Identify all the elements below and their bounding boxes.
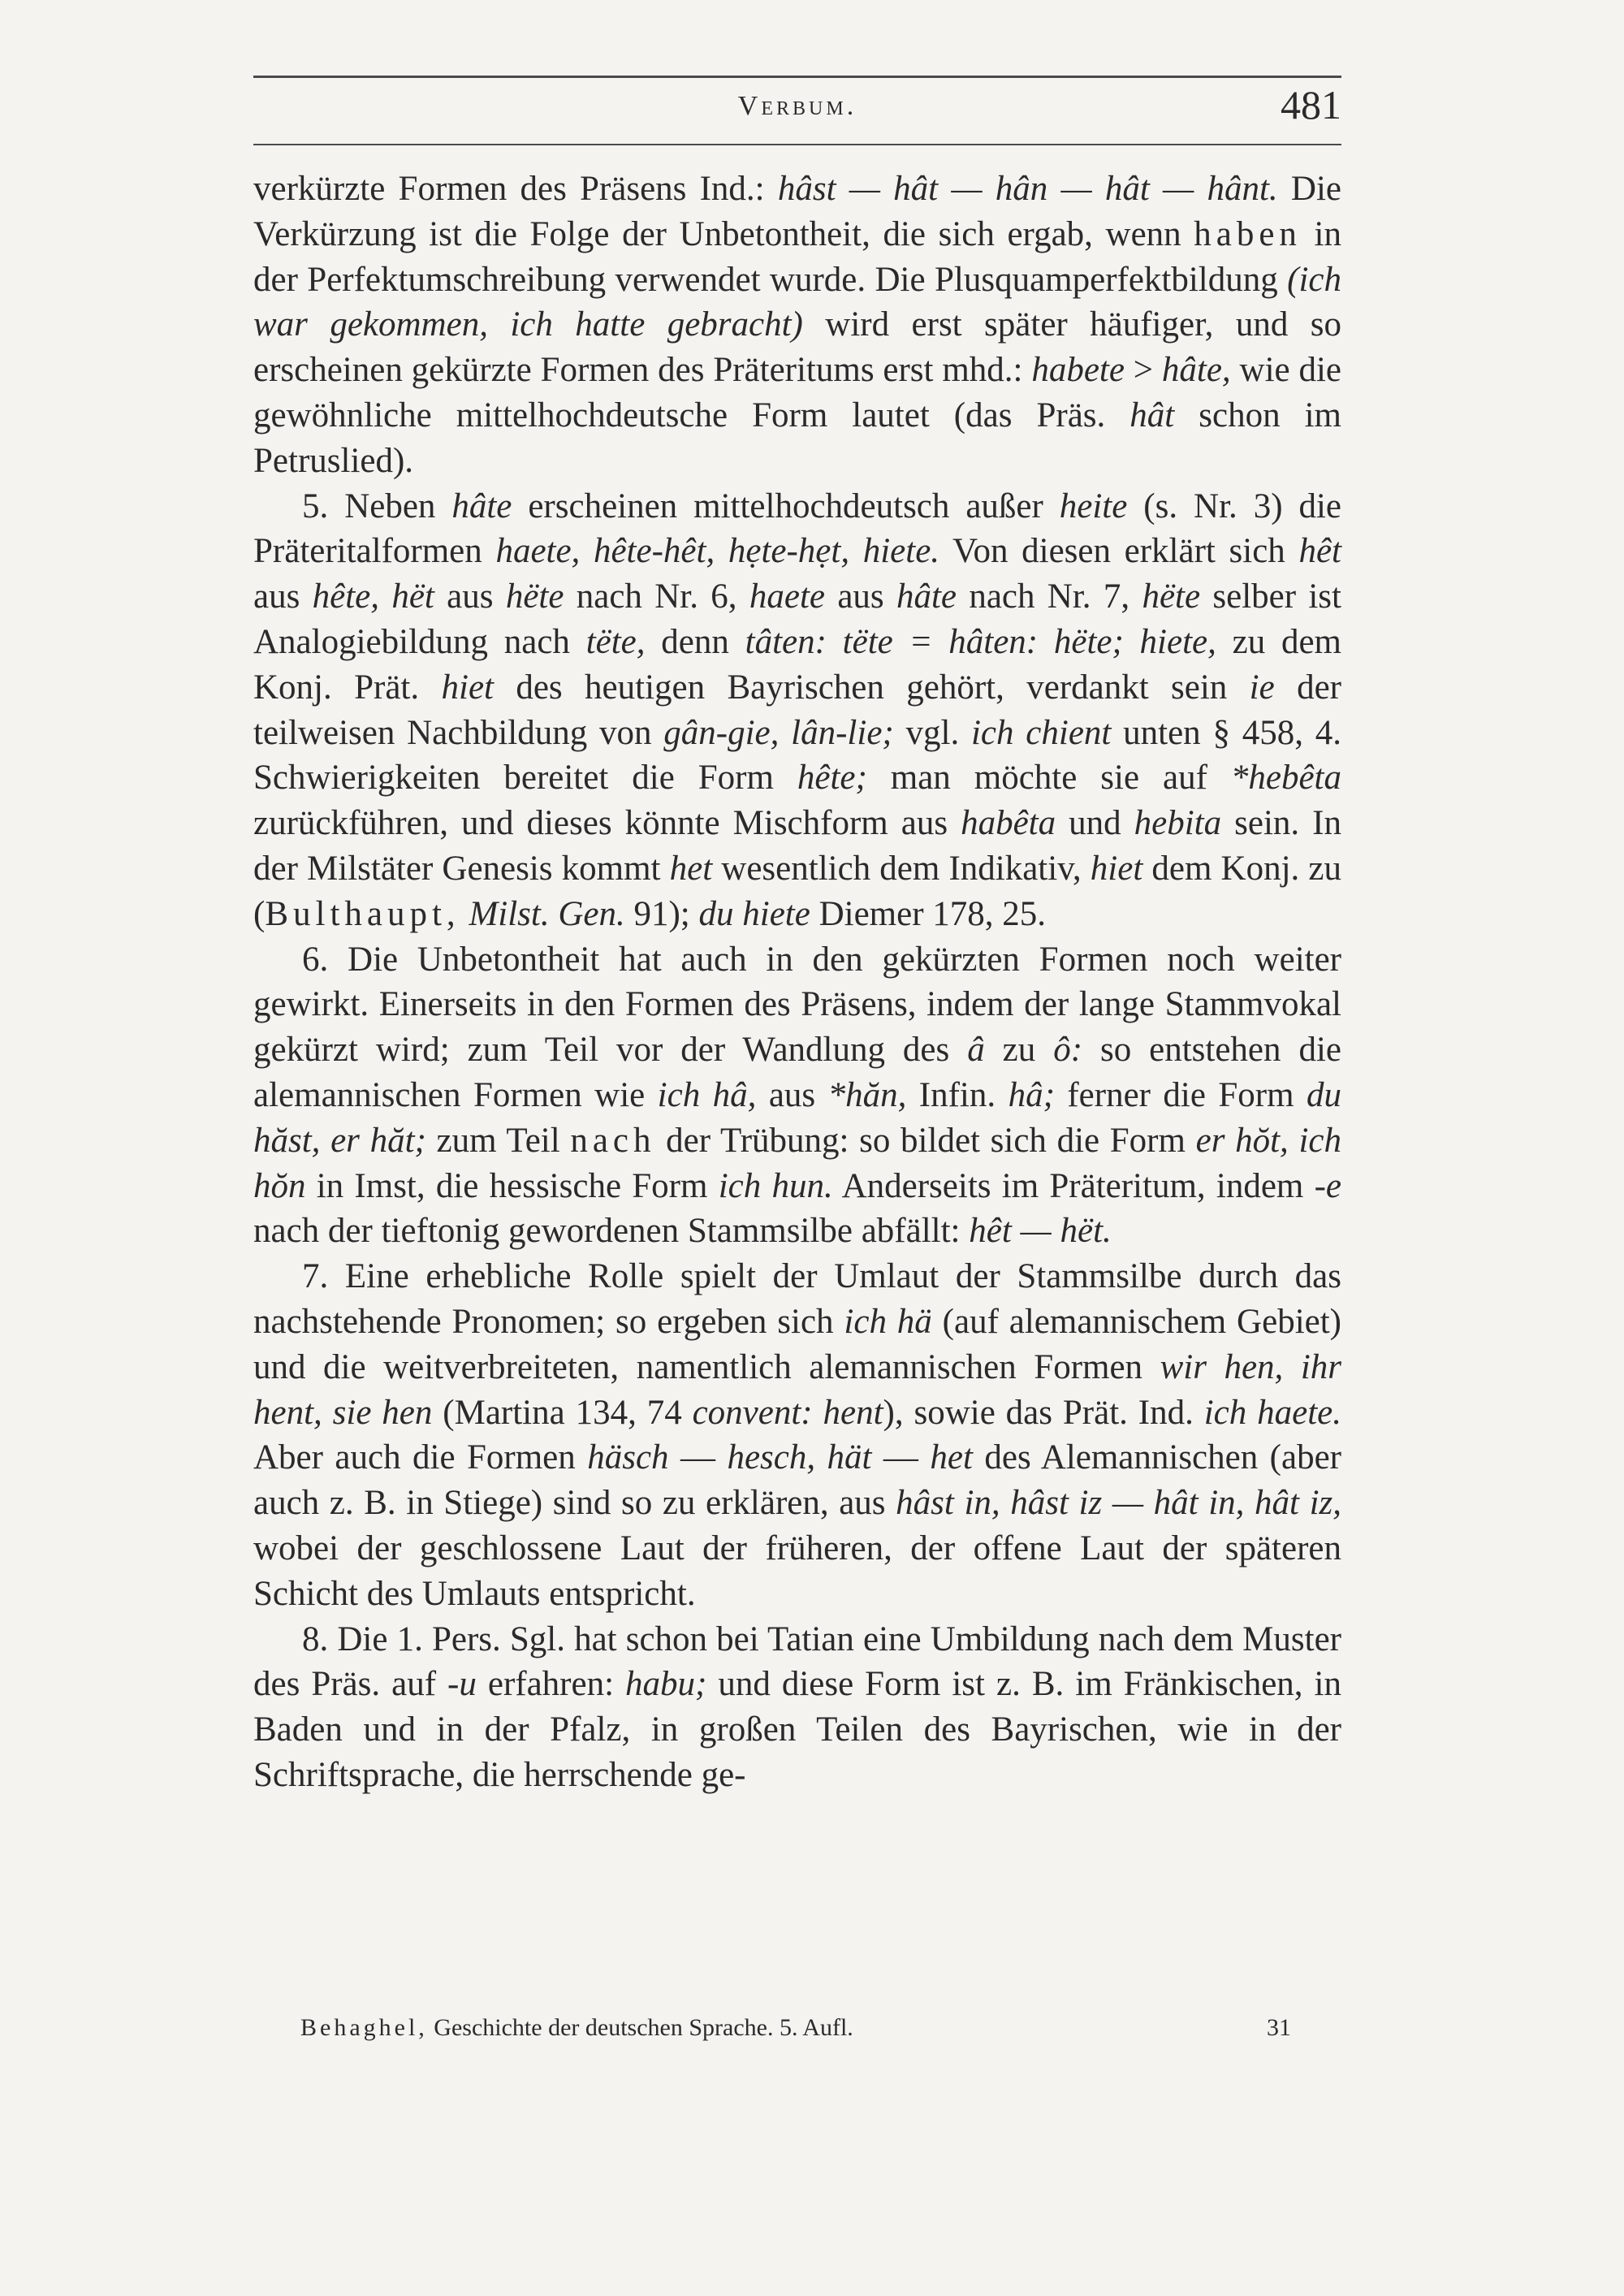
text-run: aus — [825, 577, 896, 616]
text-run: in der Perfektumschreibung verwendet wurde. Die Plusquamperfektbildung — [253, 214, 1341, 299]
text-run: zurückführen, und dieses könnte Mischform aus — [253, 804, 961, 843]
body-text — [253, 166, 1341, 1798]
italic-term: ich haete. — [1203, 1393, 1341, 1432]
text-run: unten § 458, 4. Schwierigkeiten bereitet die Form — [253, 713, 1341, 798]
text-run: dem Konj. zu ( — [253, 849, 1341, 933]
italic-term: gân-gie, lân-lie; — [663, 713, 894, 752]
text-run: — — [871, 1438, 931, 1477]
text-run: ), sowie das Prät. Ind. — [883, 1393, 1204, 1432]
italic-term: ô: — [1053, 1031, 1083, 1070]
italic-term: hâst in, hâst iz — hât in, hât iz, — [896, 1484, 1341, 1523]
text-run: wie die gewöhnliche mittelhochdeutsche Form lautet (das Präs. — [253, 351, 1341, 435]
italic-term: hât — [1129, 396, 1175, 435]
text-run: Aber auch die Formen — [253, 1438, 588, 1477]
italic-term: hesch, hät — [727, 1438, 872, 1477]
italic-term: -e — [1314, 1166, 1341, 1205]
italic-term: hêt — hët. — [969, 1212, 1112, 1251]
italic-term: heite — [1059, 486, 1128, 525]
italic-term: häsch — [587, 1438, 669, 1477]
text-run: > — [1124, 351, 1162, 390]
italic-term: tëte, — [585, 622, 646, 661]
text-run: Die Verkürzung ist die Folge der Unbetontheit, die sich ergab, wenn — [253, 170, 1341, 253]
text-run: Von diesen erklärt sich — [939, 532, 1299, 571]
text-run: denn — [645, 622, 745, 661]
italic-term: hâte — [451, 486, 512, 525]
text-run: erscheinen mittelhochdeutsch außer — [512, 486, 1060, 525]
text-run: zum Teil — [425, 1121, 571, 1160]
header-bottom-rule — [253, 144, 1341, 145]
footer-author: Behaghel, — [300, 2014, 428, 2041]
text-run: 91); — [624, 894, 699, 933]
text-run: Infin. — [906, 1075, 1009, 1114]
text-run: nach Nr. 6, — [564, 577, 749, 616]
text-run: und diese Form ist z. B. im Fränkischen, in Baden und in der Pfalz, in großen Teilen des Bayrischen, wie in der Schriftsprache, die herrschende ge- — [253, 1665, 1342, 1794]
text-run: erfahren: — [476, 1665, 626, 1704]
italic-term: wir hen, ihr hent, sie hen — [253, 1347, 1341, 1432]
text-run: nach — [570, 1121, 656, 1160]
text-run: nach Nr. 7, — [957, 577, 1142, 616]
italic-term: hêt — [1298, 532, 1341, 571]
italic-term: ie — [1249, 668, 1275, 707]
italic-term: â — [967, 1031, 985, 1070]
italic-term: er hŏt, ich hŏn — [253, 1121, 1341, 1205]
italic-term: -u — [447, 1665, 477, 1704]
text-run: 8. Die 1. Pers. Sgl. hat schon bei Tatian eine Umbildung nach dem Muster des Präs. auf — [253, 1619, 1341, 1704]
italic-term: hâ; — [1008, 1075, 1055, 1114]
text-run: in Imst, die hessische Form — [305, 1166, 719, 1205]
paragraph-6 — [253, 937, 1341, 1255]
paragraph-5 — [253, 484, 1341, 937]
italic-term: (ich war gekommen, ich hatte gebracht) — [253, 260, 1341, 344]
italic-term: du hiete — [698, 894, 810, 933]
paragraph-8 — [253, 1617, 1341, 1798]
italic-term: hâst — hât — hân — hât — hânt. — [777, 170, 1278, 208]
running-title: Verbum. — [737, 91, 857, 121]
italic-term: habêta — [961, 804, 1056, 843]
italic-term: hëte — [505, 577, 564, 616]
text-run: Bulthaupt, — [265, 894, 460, 933]
text-run: Diemer 178, 25. — [810, 894, 1047, 933]
text-run: — — [668, 1438, 728, 1477]
italic-term: *hebêta — [1230, 759, 1341, 798]
italic-term: tâten: tëte = hâten: hëte; hiete, — [745, 622, 1216, 661]
text-run: (Martina 134, 74 — [432, 1393, 693, 1432]
text-run: 5. Neben — [302, 486, 452, 525]
header-top-rule — [253, 76, 1341, 78]
text-run: wird erst später häufiger, und so erscheinen gekürzte Formen des Präteritums erst mhd.: — [253, 305, 1341, 390]
italic-term: habete — [1031, 351, 1125, 390]
italic-term: het — [930, 1438, 973, 1477]
italic-term: hëte — [1142, 577, 1201, 616]
text-run: so entstehen die alemannischen Formen wie — [253, 1031, 1341, 1114]
italic-term: hebita — [1134, 804, 1222, 843]
text-run: der Trübung: so bildet sich die Form — [655, 1121, 1196, 1160]
text-run: 7. Eine erhebliche Rolle spielt der Umlaut der Stammsilbe durch das nachstehende Pronomen; so ergeben sich — [253, 1257, 1341, 1341]
text-run: der teilweisen Nachbildung von — [253, 668, 1341, 752]
text-run: und — [1056, 804, 1134, 843]
paragraph-7 — [253, 1254, 1341, 1616]
italic-term: Milst. Gen. — [469, 894, 625, 933]
text-run: nach der tieftonig gewordenen Stammsilbe abfällt: — [253, 1212, 970, 1251]
footer-citation — [300, 2014, 853, 2042]
text-run: (s. Nr. 3) die Präteritalformen — [253, 486, 1342, 571]
italic-term: hête; — [797, 759, 867, 798]
footer-signature-line — [300, 2014, 1291, 2042]
italic-term: hête, hët — [312, 577, 434, 616]
text-run: des Alemannischen (aber auch z. B. in Stiege) sind so zu erklären, aus — [253, 1438, 1341, 1523]
text-run: man möchte sie auf — [866, 759, 1231, 798]
italic-term: du hăst, er hăt; — [253, 1075, 1341, 1160]
footer-title: Geschichte der deutschen Sprache. 5. Aufl. — [434, 2014, 853, 2041]
text-run: verkürzte Formen des Präsens Ind.: — [253, 170, 778, 208]
text-run: 6. Die Unbetontheit hat auch in den gekürzten Formen noch weiter gewirkt. Einerseits in den Formen des Präsens, indem der lange Stammvokal gekürzt wird; zum Teil vor der Wandlung des — [253, 940, 1341, 1070]
italic-term: convent: hent — [692, 1393, 883, 1432]
italic-term: ich chient — [970, 713, 1112, 752]
text-run: haben — [1194, 214, 1302, 253]
sheet-signature: 31 — [1267, 2014, 1291, 2041]
text-run: wobei der geschlossene Laut der früheren, der offene Laut der späteren Schicht des Umlauts entspricht. — [253, 1529, 1341, 1613]
text-run: schon im Petruslied). — [253, 396, 1341, 480]
page-number: 481 — [1281, 82, 1341, 128]
italic-term: hâte — [896, 577, 957, 616]
italic-term: habu; — [625, 1665, 707, 1704]
text-run: sein. In der Milstäter Genesis kommt — [253, 804, 1341, 888]
italic-term: ich hä — [844, 1302, 932, 1341]
italic-term: *hăn, — [827, 1075, 907, 1114]
text-run: aus — [434, 577, 506, 616]
italic-term: haete — [749, 577, 825, 616]
text-run — [460, 895, 469, 933]
text-run: aus — [756, 1075, 828, 1114]
text-run: aus — [253, 577, 313, 616]
text-run: Anderseits im Präteritum, indem — [832, 1166, 1315, 1205]
text-run: wesentlich dem Indikativ, — [712, 849, 1091, 888]
text-run: vgl. — [893, 713, 971, 752]
italic-term: hâte, — [1161, 351, 1231, 390]
italic-term: het — [669, 849, 713, 888]
italic-term: ich hun. — [718, 1166, 833, 1205]
paragraph-continued — [253, 166, 1341, 484]
text-run: (auf alemannischem Gebiet) und die weitverbreiteten, namentlich alemannischen Formen — [253, 1302, 1341, 1386]
text-run: ferner die Form — [1054, 1075, 1307, 1114]
text-run: zu — [984, 1031, 1054, 1070]
italic-term: haete, hête-hêt, hẹte-hẹt, hiete. — [495, 532, 940, 571]
italic-term: ich hâ, — [657, 1075, 757, 1114]
text-run: selber ist Analogiebildung nach — [253, 577, 1341, 661]
italic-term: hiet — [441, 668, 494, 707]
text-run: des heutigen Bayrischen gehört, verdankt sein — [493, 668, 1250, 707]
italic-term: hiet — [1090, 849, 1143, 888]
text-run: zu dem Konj. Prät. — [253, 622, 1341, 707]
